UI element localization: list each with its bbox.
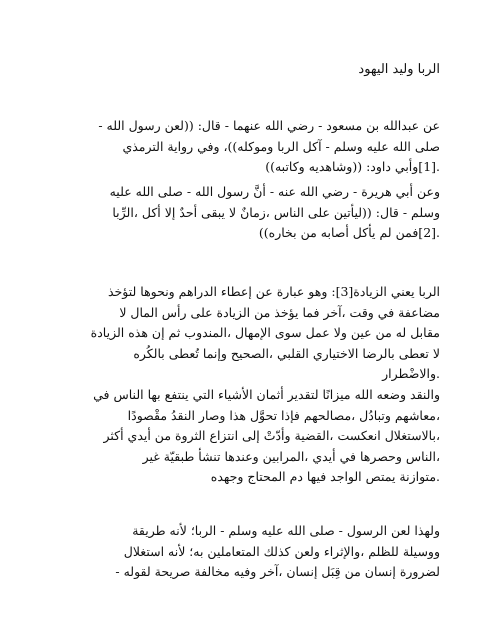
paragraph-money-as-measure: والنقد وضعه الله ميزانًا لتقدير أثمان الأشياء التي ينتفع بها الناس في ،معاشهم وتبادُل ،مصالحهم فإذا تحوَّل هذا وصار النقدُ مقْصودًا ،بالاستغلال انعكست ،القضية وأدّتْ إلى انتزاع الثروة من أيدي أكثر ،الناس وحصرها في أيدي ،المرابين وعندها تنشأ طبقيّة غير .متوازنة يمتص الواجد فيها دم المحتاج وجهده xyxy=(93,387,440,484)
document-title: الربا وليد اليهود xyxy=(358,62,440,77)
paragraph-hadith-abu-hurairah: وعن أبي هريرة - رضي الله عنه - أنَّ رسول الله - صلى الله عليه وسلم - قال: ((ليأتين على الناس ،زمانٌ لا يبقى أحدٌ إلا أكل ،الرِّبا .[2]فمن لم يأكل أصابه من بخاره)) xyxy=(109,184,440,240)
paragraph-curse-explanation: ولهذا لعن الرسول - صلى الله عليه وسلم - الربا؛ لأنه طريقة ووسيلة للظلم ،والإثراء ولعن كذلك المتعاملين به؛ لأنه استغلال لضرورة إنسان من قِبَل إنسان ،آخر وفيه مخالفة صريحة لقوله - xyxy=(115,523,440,579)
paragraph-hadith-ibn-masud: عن عبدالله بن مسعود - رضي الله عنهما - قال: ((لعن رسول الله - صلى الله عليه وسلم - آكل الربا وموكله))، وفي رواية الترمذي .[1]وأبي داود: ((وشاهديه وكاتبه)) xyxy=(98,118,440,174)
paragraph-riba-definition: الربا يعني الزيادة[3]: وهو عبارة عن إعطاء الدراهم ونحوها لتؤخذ مضاعفة في وقت ،آخر فما يؤخذ من الزيادة على رأس المال لا مقابل له من عين ولا عمل سوى الإمهال ،المندوب ثم إن هذه الزيادة لا تعطى بالرضا الاختياري القلبي ،الصحيح وإنما تُعطى بالكُره .والاضْطرار xyxy=(90,284,440,381)
